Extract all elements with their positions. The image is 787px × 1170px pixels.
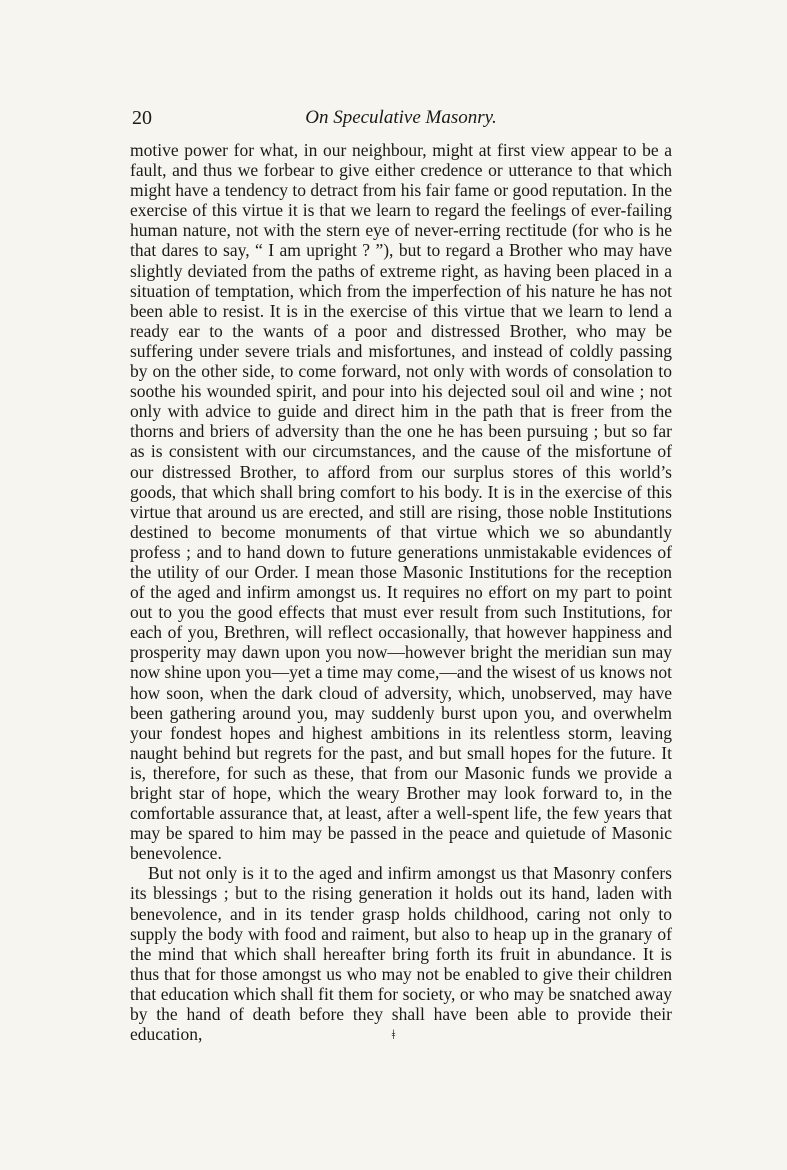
page-header [132, 104, 670, 132]
page-number: 20 [132, 107, 152, 129]
signature-mark: ǂ [391, 1028, 396, 1043]
paragraph-2: But not only is it to the aged and infirm amongst us that Masonry confers its blessings ; but to the rising generation it holds out its hand, laden with benevolence, and in its tender grasp holds childhood, caring not only to supply the body with food and raiment, but also to heap up in the granary of the mind that which shall hereafter bring forth its fruit in abundance. It is thus that for those amongst us who may not be enabled to give their children that education which shall fit them for society, or who may be snatched away by the hand of death before they shall have been able to provide their education, [130, 863, 672, 1045]
paragraph-1: motive power for what, in our neighbour, might at first view appear to be a fault, and thus we forbear to give either credence or utterance to that which might have a tendency to detract from his fair fame or good reputation. In the exercise of this virtue it is that we learn to regard the feelings of ever-failing human nature, not with the stern eye of never-erring rectitude (for who is he that dares to say, “ I am upright ? ”), but to regard a Brother who may have slightly deviated from the paths of extreme right, as having been placed in a situation of temptation, which from the imperfection of his nature he has not been able to resist. It is in the exercise of this virtue that we learn to lend a ready ear to the wants of a poor and distressed Brother, who may be suffering under severe trials and misfortunes, and instead of coldly passing by on the other side, to come forward, not only with words of consolation to soothe his wounded spirit, and pour into his dejected soul oil and wine ; not only with advice to guide and direct him in the path that is freer from the thorns and briers of adversity than the one he has been pursuing ; but so far as is consistent with our circumstances, and the cause of the misfortune of our distressed Brother, to afford from our surplus stores of this world’s goods, that which shall bring comfort to his body. It is in the exercise of this virtue that around us are erected, and still are rising, those noble Institutions destined to become monuments of that virtue which we so abundantly profess ; and to hand down to future generations unmistakable evidences of the utility of our Order. I mean those Masonic Institutions for the reception of the aged and infirm amongst us. It requires no effort on my part to point out to you the good effects that must ever result from such Institutions, for each of you, Brethren, will reflect occasionally, that however happiness and prosperity may dawn upon you now—however bright the meridian sun may now shine upon you—yet a time may come,—and the wisest of us knows not how soon, when the dark cloud of adversity, which, unobserved, may have been gathering around you, may suddenly burst upon you, and overwhelm your fondest hopes and highest ambitions in its relentless storm, leaving naught behind but regrets for the past, and but small hopes for the future. It is, therefore, for such as these, that from our Masonic funds we provide a bright star of hope, which the weary Brother may look forward to, in the comfortable assurance that, at least, after a well-spent life, the few years that may be spared to him may be passed in the peace and quietude of Masonic benevolence. [130, 140, 672, 864]
body-text [130, 140, 672, 1044]
running-title: On Speculative Masonry. [305, 107, 497, 128]
